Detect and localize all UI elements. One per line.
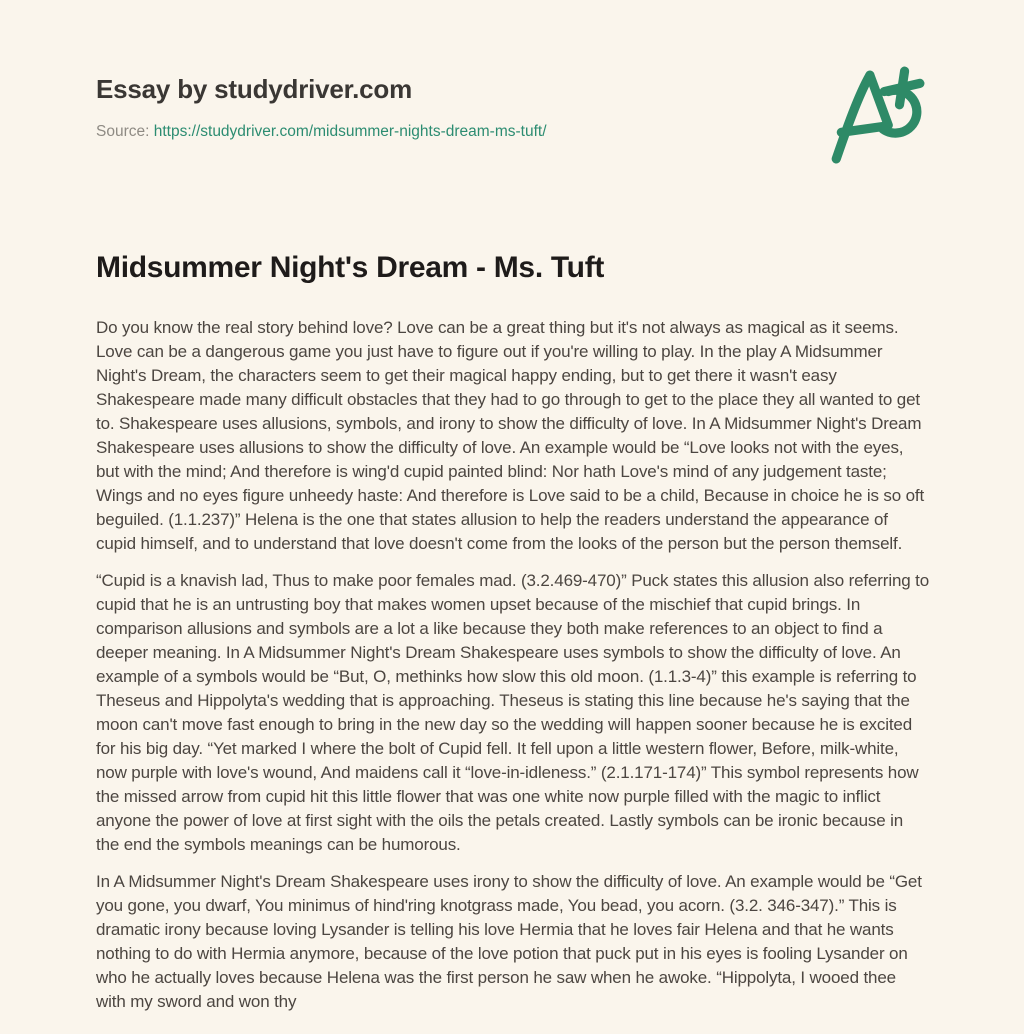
essay-body <box>96 316 929 1014</box>
source-label: Source: <box>96 123 150 140</box>
source-link[interactable]: https://studydriver.com/midsummer-nights-dream-ms-tuft/ <box>153 123 547 140</box>
studydriver-logo <box>824 64 926 166</box>
essay-paragraph: “Cupid is a knavish lad, Thus to make poor females mad. (3.2.469-470)” Puck states this allusion also referring to cupid that he is an untrusting boy that makes women upset because of the mischief that cupid brings. In comparison allusions and symbols are a lot a like because they both make references to an object to find a deeper meaning. In A Midsummer Night's Dream Shakespeare uses symbols to show the difficulty of love. An example of a symbols would be “But, O, methinks how slow this old moon. (1.1.3-4)” this example is referring to Theseus and Hippolyta's wedding that is approaching. Theseus is stating this line because he's saying that the moon can't move fast enough to bring in the new day so the wedding will happen sooner because he is excited for his big day. “Yet marked I where the bolt of Cupid fell. It fell upon a little western flower, Before, milk-white, now purple with love's wound, And maidens call it “love-in-idleness.” (2.1.171-174)” This symbol represents how the missed arrow from cupid hit this little flower that was one white now purple filled with the magic to inflict anyone the power of love at first sight with the oils the petals created. Lastly symbols can be ironic because in the end the symbols meanings can be humorous. <box>96 571 930 854</box>
essay-paragraph: In A Midsummer Night's Dream Shakespeare uses irony to show the difficulty of love. An example would be “Get you gone, you dwarf, You minimus of hind'ring knotgrass made, You bead, you acorn. (3.2. 346-347).” This is dramatic irony because loving Lysander is telling his love Hermia that he loves fair Helena and that he wants nothing to do with Hermia anymore, because of the love potion that puck put in his eyes is fooling Lysander on who he actually loves because Helena was the first person he saw when he awoke. “Hippolyta, I wooed thee with my sword and won thy <box>96 872 922 1011</box>
source-line <box>96 123 928 141</box>
a-plus-logo-icon <box>824 64 926 166</box>
essay-paragraph: Do you know the real story behind love? Love can be a great thing but it's not always as magical as it seems. Love can be a dangerous game you just have to figure out if you're willing to play. In the play A Midsummer Night's Dream, the characters seem to get their magical happy ending, but to get there it wasn't easy Shakespeare made many difficult obstacles that they had to go through to get to the place they all wanted to get to. Shakespeare uses allusions, symbols, and irony to show the difficulty of love. In A Midsummer Night's Dream Shakespeare uses allusions to show the difficulty of love. An example would be “Love looks not with the eyes, but with the mind; And therefore is wing'd cupid painted blind: Nor hath Love's mind of any judgement taste; Wings and no eyes figure unheedy haste: And therefore is Love said to be a child, Because in choice he is so oft beguiled. (1.1.237)” Helena is the one that states allusion to help the readers understand the appearance of cupid himself, and to understand that love doesn't come from the looks of the person but the person themself. <box>96 318 925 553</box>
site-header-title: Essay by studydriver.com <box>96 74 413 104</box>
masthead <box>96 74 928 141</box>
essay-title: Midsummer Night's Dream - Ms. Tuft <box>96 251 605 284</box>
